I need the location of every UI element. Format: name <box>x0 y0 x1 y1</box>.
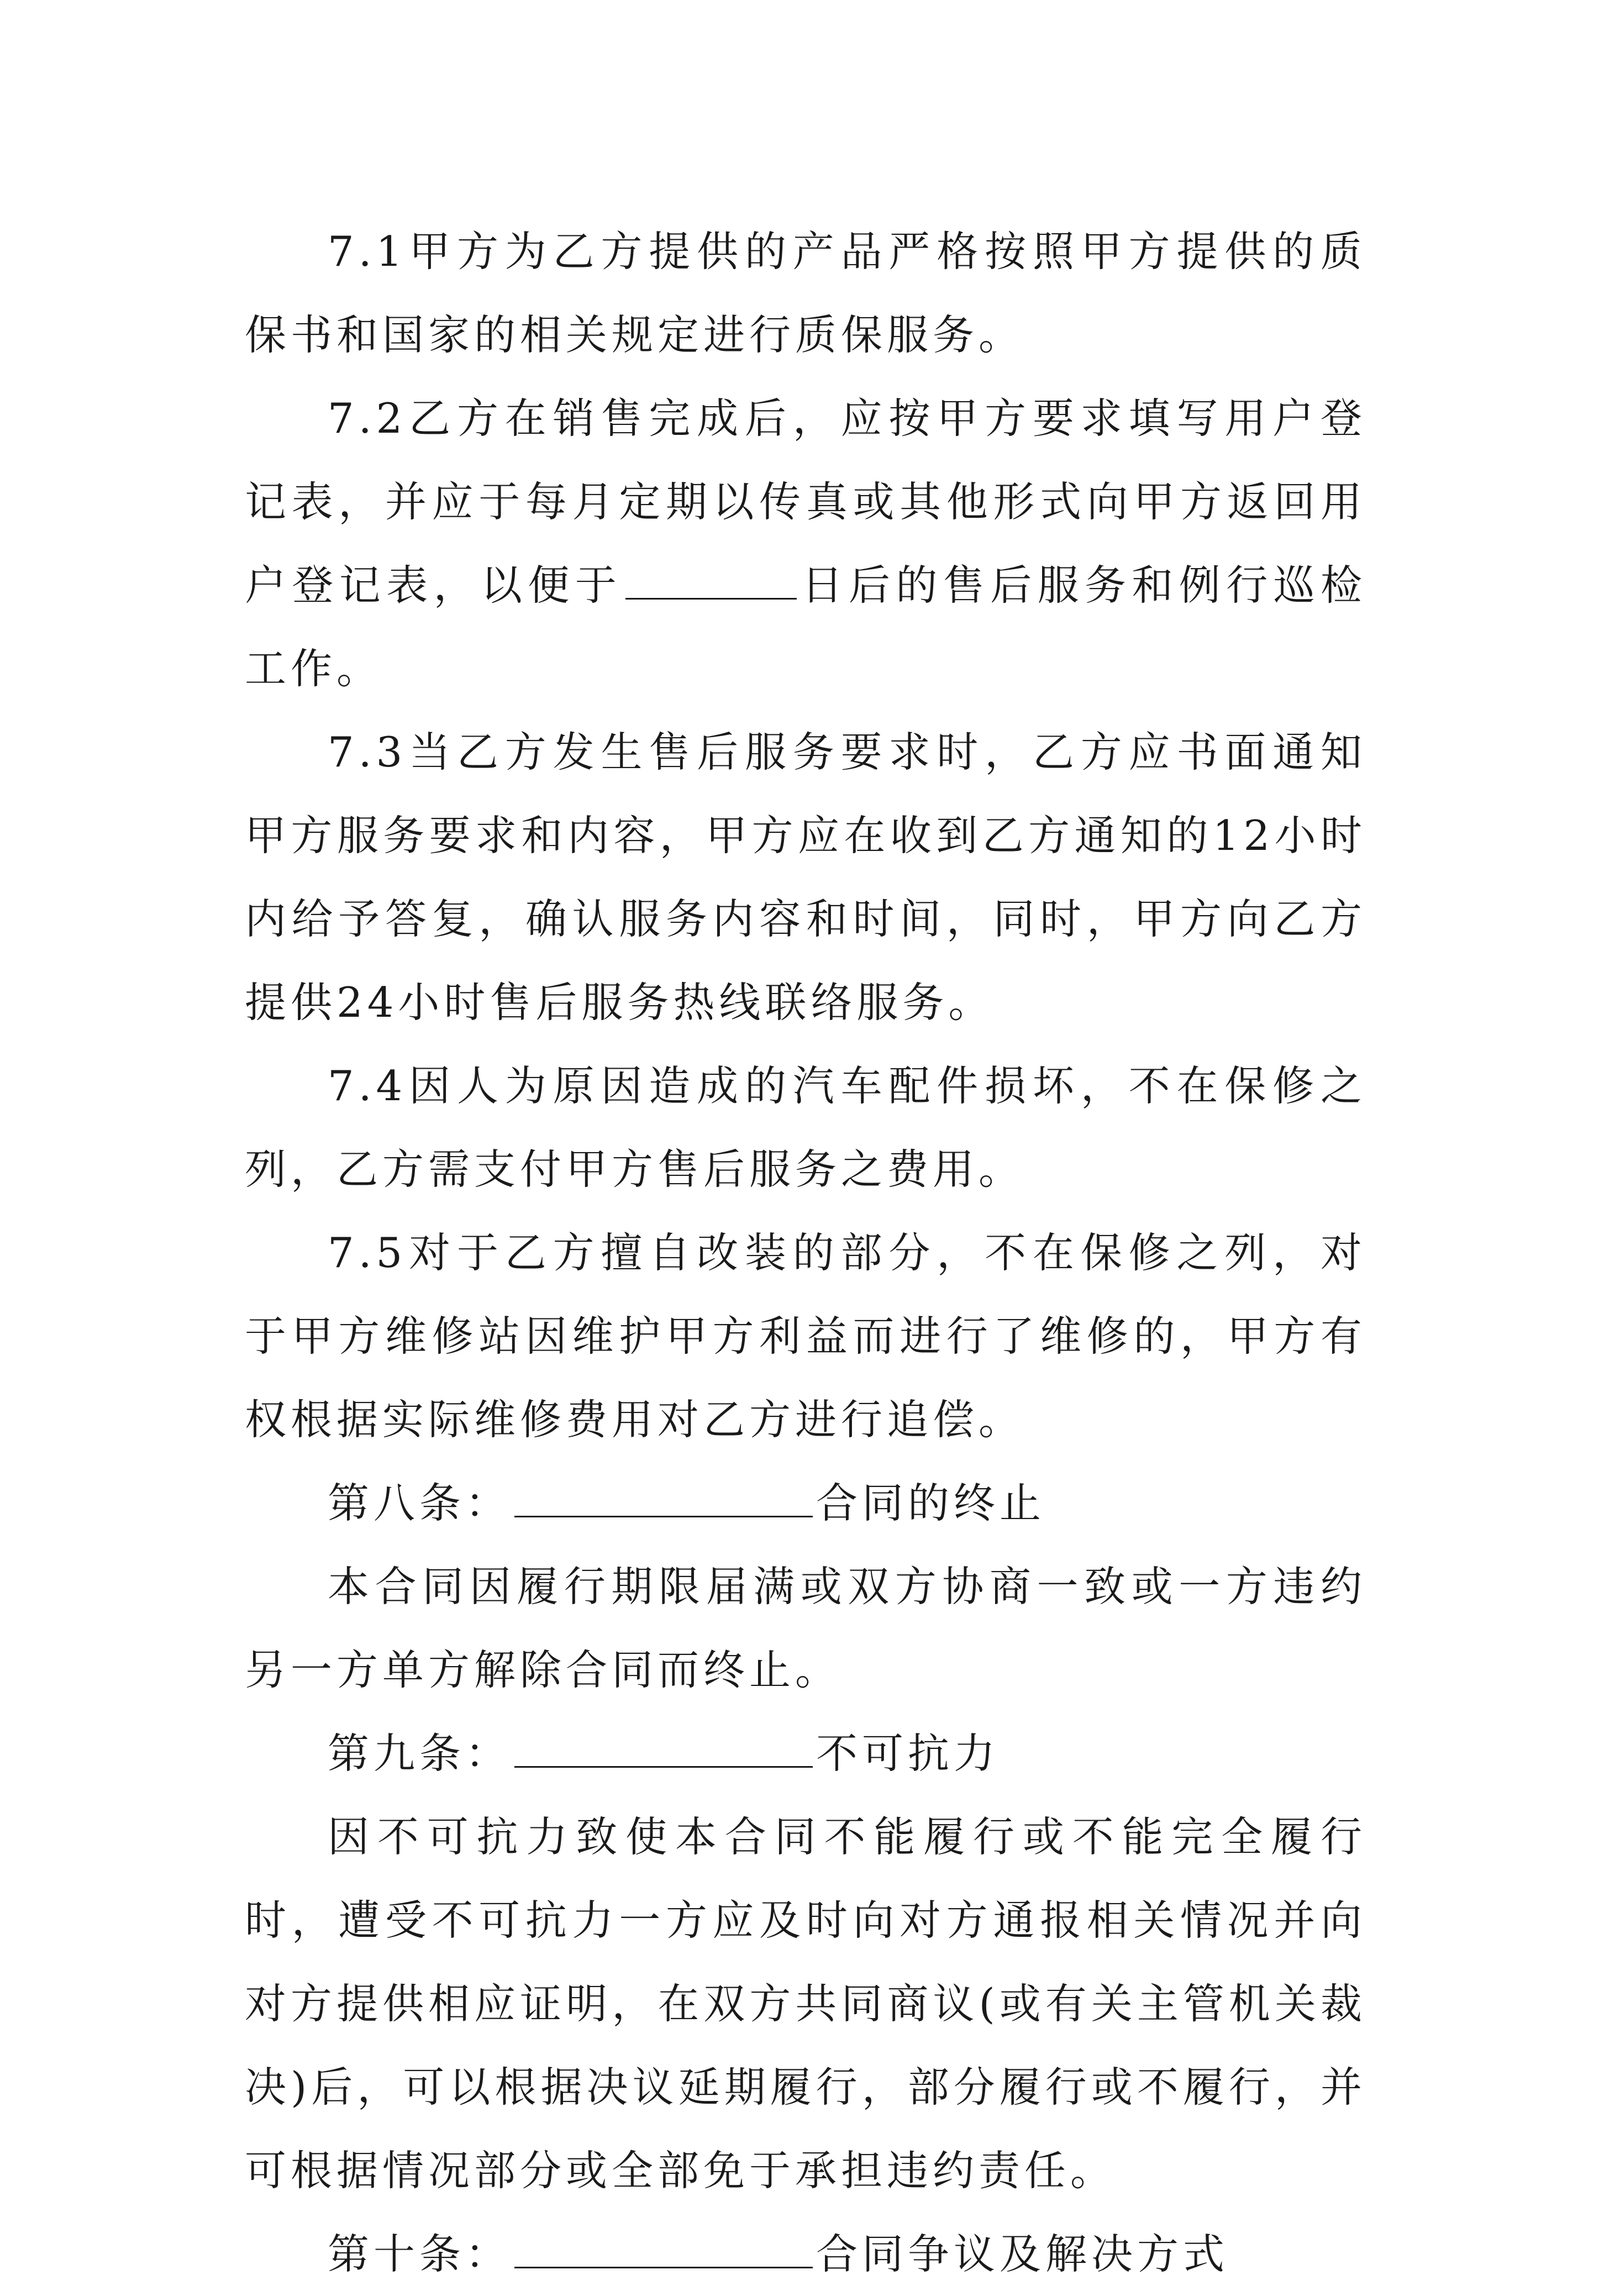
article-10-title: 合同争议及解决方式 <box>816 2230 1229 2278</box>
fill-in-blank <box>514 1481 813 1517</box>
fill-in-blank <box>514 1732 813 1768</box>
clause-7-4: 7.4因人为原因造成的汽车配件损坏，不在保修之列，乙方需支付甲方售后服务之费用。 <box>245 1062 1366 1194</box>
clause-7-2-text-b: 日后的售后服务和例行巡检工作。 <box>245 561 1366 693</box>
clause-7-5: 7.5对于乙方擅自改装的部分，不在保修之列，对于甲方维修站因维护甲方利益而进行了维修的，甲方有权根据实际维修费用对乙方进行追偿。 <box>245 1228 1366 1444</box>
article-9-prefix: 第九条： <box>328 1729 512 1778</box>
article-9-body: 因不可抗力致使本合同不能履行或不能完全履行时，遭受不可抗力一方应及时向对方通报相关情况并向对方提供相应证明，在双方共同商议(或有关主管机关裁决)后，可以根据决议延期履行，部分履行或不履行，并可根据情况部分或全部免于承担违约责任。 <box>245 1812 1366 2195</box>
fill-in-blank <box>625 564 797 600</box>
article-10-heading <box>245 2213 1366 2296</box>
document-page <box>245 210 1366 2296</box>
clause-7-1: 7.1甲方为乙方提供的产品严格按照甲方提供的质保书和国家的相关规定进行质保服务。 <box>245 227 1366 359</box>
fill-in-blank <box>514 2232 813 2268</box>
clause-7-2 <box>245 377 1366 711</box>
clause-7-3: 7.3当乙方发生售后服务要求时，乙方应书面通知甲方服务要求和内容，甲方应在收到乙方通知的12小时内给予答复，确认服务内容和时间，同时，甲方向乙方提供24小时售后服务热线联络服务。 <box>245 728 1366 1027</box>
article-10-prefix: 第十条： <box>328 2230 512 2278</box>
article-9-title: 不可抗力 <box>816 1729 1000 1778</box>
article-8-body: 本合同因履行期限届满或双方协商一致或一方违约另一方单方解除合同而终止。 <box>245 1562 1366 1694</box>
article-9-heading <box>245 1712 1366 1795</box>
article-8-prefix: 第八条： <box>328 1479 512 1527</box>
article-8-heading <box>245 1462 1366 1545</box>
article-8-title: 合同的终止 <box>816 1479 1046 1527</box>
clause-7-2-text-a: 7.2乙方在销售完成后，应按甲方要求填写用户登记表，并应于每月定期以传真或其他形式向甲方返回用户登记表，以便于 <box>245 394 1366 610</box>
